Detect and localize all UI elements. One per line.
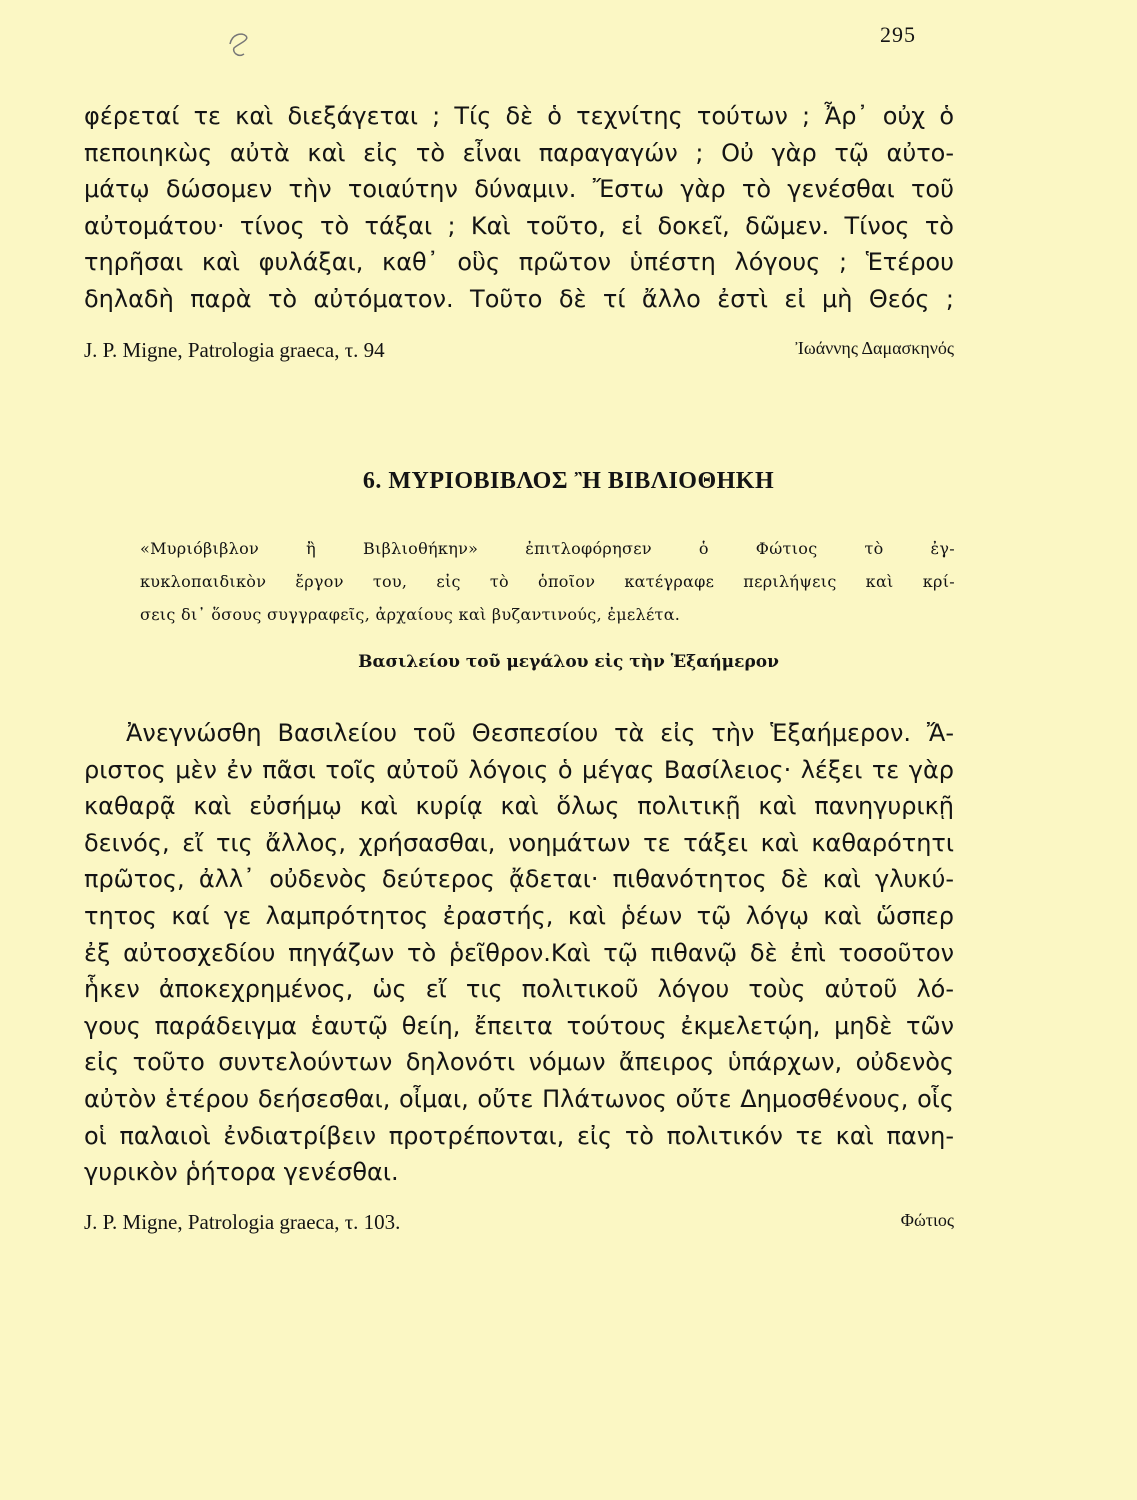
text-line: πρῶτος, ἀλλ᾽ οὐδενὸς δεύτερος ᾄδεται· πιθανότητος δὲ καὶ γλυκύ-: [84, 865, 954, 894]
text-line: μάτῳ δώσομεν τὴν τοιαύτην δύναμιν. Ἔστω γὰρ τὸ γενέσθαι τοῦ: [84, 175, 954, 203]
citation-john-damascene: [84, 338, 954, 363]
intro-line: σεις δι᾽ ὅσους συγγραφεῖς, ἀρχαίους καὶ βυζαντινούς, ἐμελέτα.: [140, 605, 681, 624]
citation-author: Φώτιος: [900, 1210, 954, 1230]
text-line: δεινός, εἴ τις ἄλλος, χρήσασθαι, νοημάτων τε τάξει καὶ καθαρότητι: [84, 828, 954, 857]
text-line: δηλαδὴ παρὰ τὸ αὐτόματον. Τοῦτο δὲ τί ἄλλο ἐστὶ εἰ μὴ Θεός ;: [84, 284, 954, 313]
citation-photios: [84, 1210, 954, 1235]
text-line: τηρῆσαι καὶ φυλάξαι, καθ᾽ οὓς πρῶτον ὑπέστη λόγους ; Ἑτέρου: [84, 248, 954, 276]
text-line: αὐτομάτου· τίνος τὸ τάξαι ; Καὶ τοῦτο, εἰ δοκεῖ, δῶμεν. Τίνος τὸ: [84, 211, 954, 240]
section-heading: 6. ΜΥΡΙΟΒΙΒΛΟΣ Ἢ ΒΙΒΛΙΟΘΗΚΗ: [362, 468, 775, 494]
text-line: εἰς τοῦτο συντελούντων δηλονότι νόμων ἄπειρος ὑπάρχων, οὐδενὸς: [84, 1048, 954, 1077]
margin-mark-icon: [224, 26, 264, 66]
text-line: οἱ παλαιοὶ ἐνδιατρίβειν προτρέπονται, εἰς τὸ πολιτικόν τε καὶ πανη-: [84, 1121, 954, 1150]
citation-source: J. P. Migne, Patrologia graeca, τ. 94: [84, 338, 385, 362]
passage-photios: [84, 715, 954, 1191]
subheading: Βασιλείου τοῦ μεγάλου εἰς τὴν Ἑξαήμερον: [358, 652, 779, 672]
intro-line: κυκλοπαιδικὸν ἔργον του, εἰς τὸ ὁποῖον κατέγραφε περιλήψεις καὶ κρί-: [140, 572, 955, 591]
text-line: γυρικὸν ῥήτορα γενέσθαι.: [84, 1158, 399, 1187]
text-line: πεποιηκὼς αὐτὰ καὶ εἰς τὸ εἶναι παραγαγών ; Οὐ γὰρ τῷ αὐτο-: [84, 138, 954, 167]
text-line: ἧκεν ἀποκεχρημένος, ὡς εἴ τις πολιτικοῦ λόγου τοὺς αὐτοῦ λό-: [84, 975, 954, 1004]
intro-line: «Μυριόβιβλον ἢ Βιβλιοθήκην» ἐπιτλοφόρησεν ὁ Φώτιος τὸ ἐγ-: [140, 539, 955, 558]
citation-author: Ἰωάννης Δαμασκηνός: [795, 338, 954, 358]
page-number: 295: [880, 22, 916, 47]
text-line: καθαρᾷ καὶ εὐσήμῳ καὶ κυρίᾳ καὶ ὅλως πολιτικῇ καὶ πανηγυρικῇ: [84, 792, 954, 821]
section-intro: [140, 532, 955, 631]
passage-john-damascene: [84, 98, 954, 317]
text-line: αὐτὸν ἑτέρου δεήσεσθαι, οἶμαι, οὔτε Πλάτωνος οὔτε Δημοσθένους, οἷς: [84, 1084, 954, 1113]
text-line: φέρεταί τε καὶ διεξάγεται ; Τίς δὲ ὁ τεχνίτης τούτων ; Ἆρ᾽ οὐχ ὁ: [84, 102, 954, 130]
text-line: Ἀνεγνώσθη Βασιλείου τοῦ Θεσπεσίου τὰ εἰς τὴν Ἑξαήμερον. Ἄ-: [126, 719, 954, 747]
citation-source: J. P. Migne, Patrologia graeca, τ. 103.: [84, 1210, 401, 1234]
text-line: τητος καί γε λαμπρότητος ἐραστής, καὶ ῥέων τῷ λόγῳ καὶ ὥσπερ: [84, 901, 954, 930]
text-line: γους παράδειγμα ἑαυτῷ θείη, ἔπειτα τούτους ἐκμελετῴη, μηδὲ τῶν: [84, 1011, 954, 1040]
text-line: ριστος μὲν ἐν πᾶσι τοῖς αὐτοῦ λόγοις ὁ μέγας Βασίλειος· λέξει τε γὰρ: [84, 755, 954, 784]
text-line: ἐξ αὐτοσχεδίου πηγάζων τὸ ῥεῖθρον.Καὶ τῷ πιθανῷ δὲ ἐπὶ τοσοῦτον: [84, 938, 954, 967]
